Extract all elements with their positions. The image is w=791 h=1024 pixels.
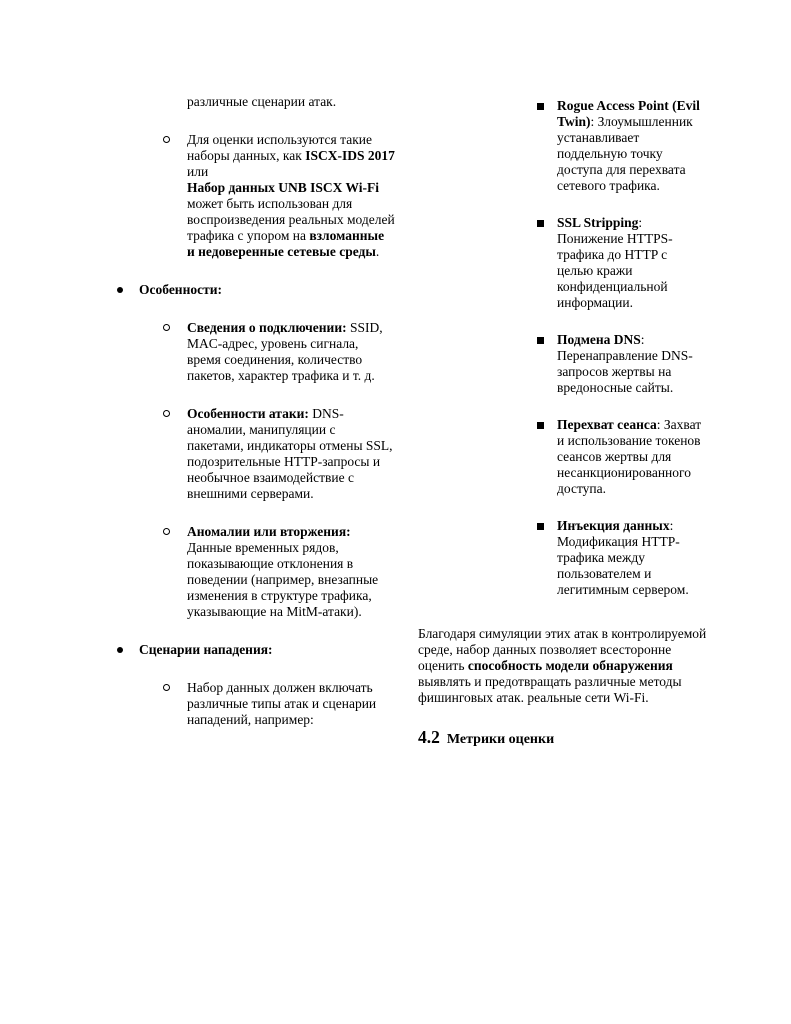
list-item-text <box>557 215 673 310</box>
text-run: DNS-аномалии, манипуляции с пакетами, индикаторы отмены SSL, подозрительные HTTP-запросы и необычное взаимодействие с внешними серверами. <box>187 406 393 501</box>
list-item <box>418 417 706 497</box>
text-run: взломанные и недоверенные сетевые среды <box>187 228 385 259</box>
list-item <box>418 215 706 311</box>
list-item <box>100 524 395 620</box>
list-item <box>100 282 395 298</box>
list-item <box>100 132 395 260</box>
section-title: Метрики оценки <box>446 732 555 747</box>
text-run: : Перенаправление DNS-запросов жертвы на вредоносные сайты. <box>557 332 693 395</box>
text-run: Сведения о подключении: <box>187 320 347 335</box>
list-item-text <box>139 642 273 657</box>
list-item-text <box>187 94 336 109</box>
text-run: различные сценарии атак. <box>187 94 337 109</box>
text-run: SSL Stripping <box>557 215 639 230</box>
text-run: Для оценки используются такие наборы данных, как <box>187 132 372 163</box>
text-run: Особенности: <box>139 282 223 297</box>
text-run: Перехват сеанса <box>557 417 657 432</box>
text-run: Набор данных UNB ISCX Wi-Fi <box>187 180 380 195</box>
bullet-filled-square-icon <box>537 422 544 429</box>
text-run: способность модели обнаружения <box>467 658 673 673</box>
list-item <box>418 518 706 598</box>
list-item <box>100 642 395 658</box>
bullet-hollow-circle-icon <box>163 136 170 143</box>
attack-list <box>418 98 720 598</box>
bullet-filled-square-icon <box>537 220 544 227</box>
bullet-filled-circle-icon <box>117 647 123 653</box>
list-item-text <box>187 524 378 619</box>
bullet-filled-square-icon <box>537 103 544 110</box>
section-number: 4.2 <box>418 727 440 747</box>
list-item-text <box>187 406 393 501</box>
bullet-filled-square-icon <box>537 337 544 344</box>
text-run: Сценарии нападения: <box>139 642 273 657</box>
bullet-hollow-circle-icon <box>163 410 170 417</box>
list-item-text <box>187 320 383 383</box>
section-heading <box>418 723 720 750</box>
bullet-hollow-circle-icon <box>163 684 170 691</box>
paragraph-continuation <box>100 94 395 110</box>
list-item-text <box>187 680 376 727</box>
text-run: : Модификация HTTP-трафика между пользователем и легитимным сервером. <box>557 518 689 597</box>
list-item-text <box>557 518 689 597</box>
text-run: Аномалии или вторжения: <box>187 524 351 539</box>
text-run: Особенности атаки: <box>187 406 309 421</box>
list-item <box>418 98 706 194</box>
list-item-text <box>557 98 700 193</box>
text-run: ISCX-IDS 2017 <box>305 148 395 163</box>
text-run: . <box>375 244 380 259</box>
bullet-filled-circle-icon <box>117 287 123 293</box>
list-item <box>100 406 395 502</box>
text-run: или <box>187 164 209 179</box>
closing-paragraph <box>418 626 720 706</box>
bullet-filled-square-icon <box>537 523 544 530</box>
bullet-hollow-circle-icon <box>163 324 170 331</box>
text-run: : Понижение HTTPS-трафика до HTTP с целью кражи конфиденциальной информации. <box>557 215 673 310</box>
list-item <box>100 680 395 728</box>
list-item-text <box>187 132 395 259</box>
list-item-text <box>139 282 222 297</box>
right-column <box>418 98 720 750</box>
text-run: : Захват и использование токенов сеансов жертвы для несанкционированного доступа. <box>557 417 702 496</box>
text-run: может быть использован для воспроизведения реальных моделей трафика с упором на <box>187 196 395 243</box>
text-run: Данные временных рядов, показывающие отклонения в поведении (например, внезапные изменения в структуре трафика, указывающие на MitM-атаки). <box>187 540 379 619</box>
text-run: Rogue Access Point (Evil Twin) <box>557 98 700 129</box>
text-run: Инъекция данных <box>557 518 670 533</box>
text-run: Благодаря симуляции этих атак в контролируемой среде, набор данных позволяет всесторонне оценить <box>418 626 707 673</box>
list-item-text <box>557 417 701 496</box>
list-item <box>418 332 706 396</box>
text-run: выявлять и предотвращать различные методы фишинговых атак. реальные сети Wi-Fi. <box>418 674 682 705</box>
text-run: SSID, MAC-адрес, уровень сигнала, время соединения, количество пакетов, характер трафика и т. д. <box>187 320 383 383</box>
text-run: Набор данных должен включать различные типы атак и сценарии нападений, например: <box>187 680 377 727</box>
list-item <box>100 320 395 384</box>
text-run: : Злоумышленник устанавливает поддельную точку доступа для перехвата сетевого трафика. <box>557 114 693 193</box>
list-item-text <box>557 332 693 395</box>
left-column <box>100 94 395 750</box>
text-run: Подмена DNS <box>557 332 641 347</box>
bullet-hollow-circle-icon <box>163 528 170 535</box>
